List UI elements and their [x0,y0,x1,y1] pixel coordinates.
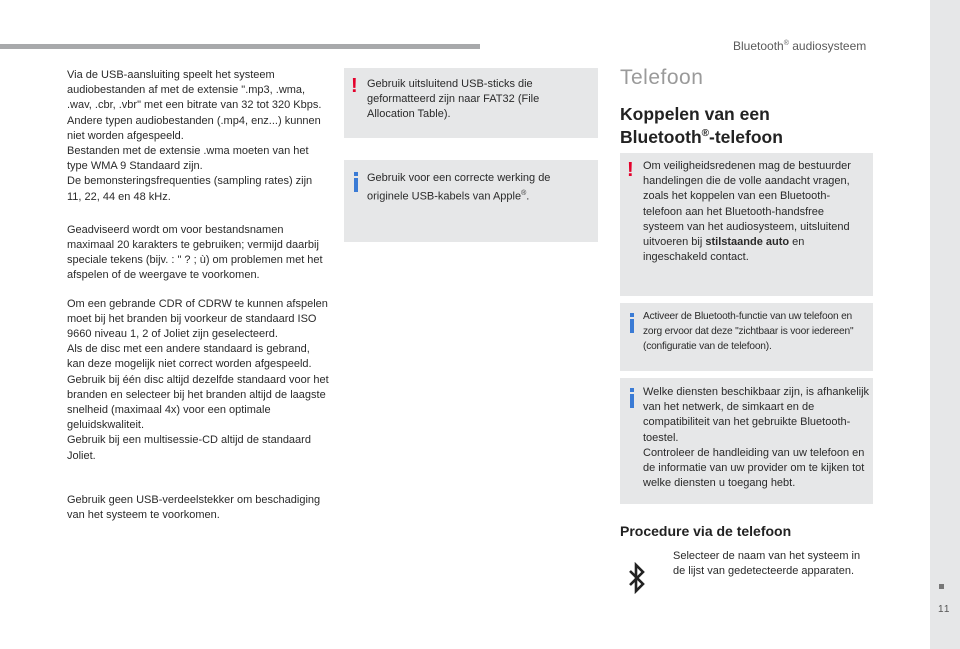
bluetooth-activate-text: Activeer de Bluetooth-functie van uw telefoon en zorg ervoor dat deze "zichtbaar is voor iedereen" (configuratie van de telefoon). [643,311,854,352]
subsection-title: Koppelen van een Bluetooth®-telefoon [620,104,783,147]
exclamation-icon: ! [627,159,634,181]
safety-warning-text: Om veiligheidsredenen mag de bestuurder handelingen die de volle aandacht vragen, zoals het koppelen van een Bluetooth-telefoon aan het Bluetooth-handsfree systeem van het audiosysteem, uitsluitend uitvoeren bij stilstaande auto en ingeschakeld contact. [643,160,851,264]
procedure-title: Procedure via de telefoon [620,523,792,539]
services-info-text: Welke diensten beschikbaar zijn, is afhankelijk van het netwerk, de simkaart en de compatibiliteit van het gebruikte Bluetooth-toestel. Controleer de handleiding van uw telefoon en de informatie van uw provider om te kijken tot welke diensten u toegang hebt. [643,386,870,490]
services-info-box [620,378,873,504]
filename-advice-paragraph: Geadviseerd wordt om voor bestandsnamen maximaal 20 karakters te gebruiken; vermijd daarbij speciale tekens (bijv. : " ? ; ù) om problemen met het afspelen of de weergave te voorkomen. [67,223,323,282]
usb-warning-box [344,68,598,138]
info-icon [629,313,635,333]
left-column [67,68,329,523]
info-icon [629,388,635,408]
info-icon [353,172,359,192]
safety-warning-box [620,153,873,296]
usb-warning-text: Gebruik uitsluitend USB-sticks die geformatteerd zijn naar FAT32 (File Allocation Table). [367,78,540,121]
running-header: Bluetooth® audiosysteem [733,39,867,53]
procedure-text: Selecteer de naam van het systeem in de lijst van gedetecteerde apparaten. [673,550,861,578]
bluetooth-activate-info-box [620,303,873,371]
section-title: Telefoon [620,66,704,89]
top-rule [0,44,480,49]
exclamation-icon: ! [351,75,358,97]
usb-cable-info-text: Gebruik voor een correcte werking de originele USB-kabels van Apple®. [367,172,551,203]
bluetooth-icon [628,562,646,594]
cd-burning-paragraph: Om een gebrande CDR of CDRW te kunnen afspelen moet bij het branden bij voorkeur de standaard ISO 9660 niveau 1, 2 of Joliet zijn geselecteerd. Als de disc met een andere standaard is gebrand, kan deze mogelijk niet correct worden afgespeeld. Gebruik bij één disc altijd dezelfde standaard voor het branden en selecteer bij het branden altijd de laagste snelheid (maximaal 4x) voor een optimale geluidskwaliteit. Gebruik bij een multisessie-CD altijd de standaard Joliet. [67,297,329,462]
usb-formats-paragraph: Via de USB-aansluiting speelt het systeem audiobestanden af met de extensie ".mp3, .wma, .wav, .cbr, .vbr" met een bitrate van 32 tot 320 Kbps. Andere typen audiobestanden (.mp4, enz...) kunnen niet worden afgespeeld. Bestanden met de extensie .wma moeten van het type WMA 9 Standaard zijn. De bemonsteringsfrequenties (sampling rates) zijn 11, 22, 44 en 48 kHz. [67,69,322,203]
usb-hub-paragraph: Gebruik geen USB-verdeelstekker om beschadiging van het systeem te voorkomen. [67,493,321,522]
page-number: 11 [938,604,951,615]
page-edge-bar [930,0,960,649]
section-end-marker [939,584,944,589]
usb-cable-info-box [344,160,598,242]
